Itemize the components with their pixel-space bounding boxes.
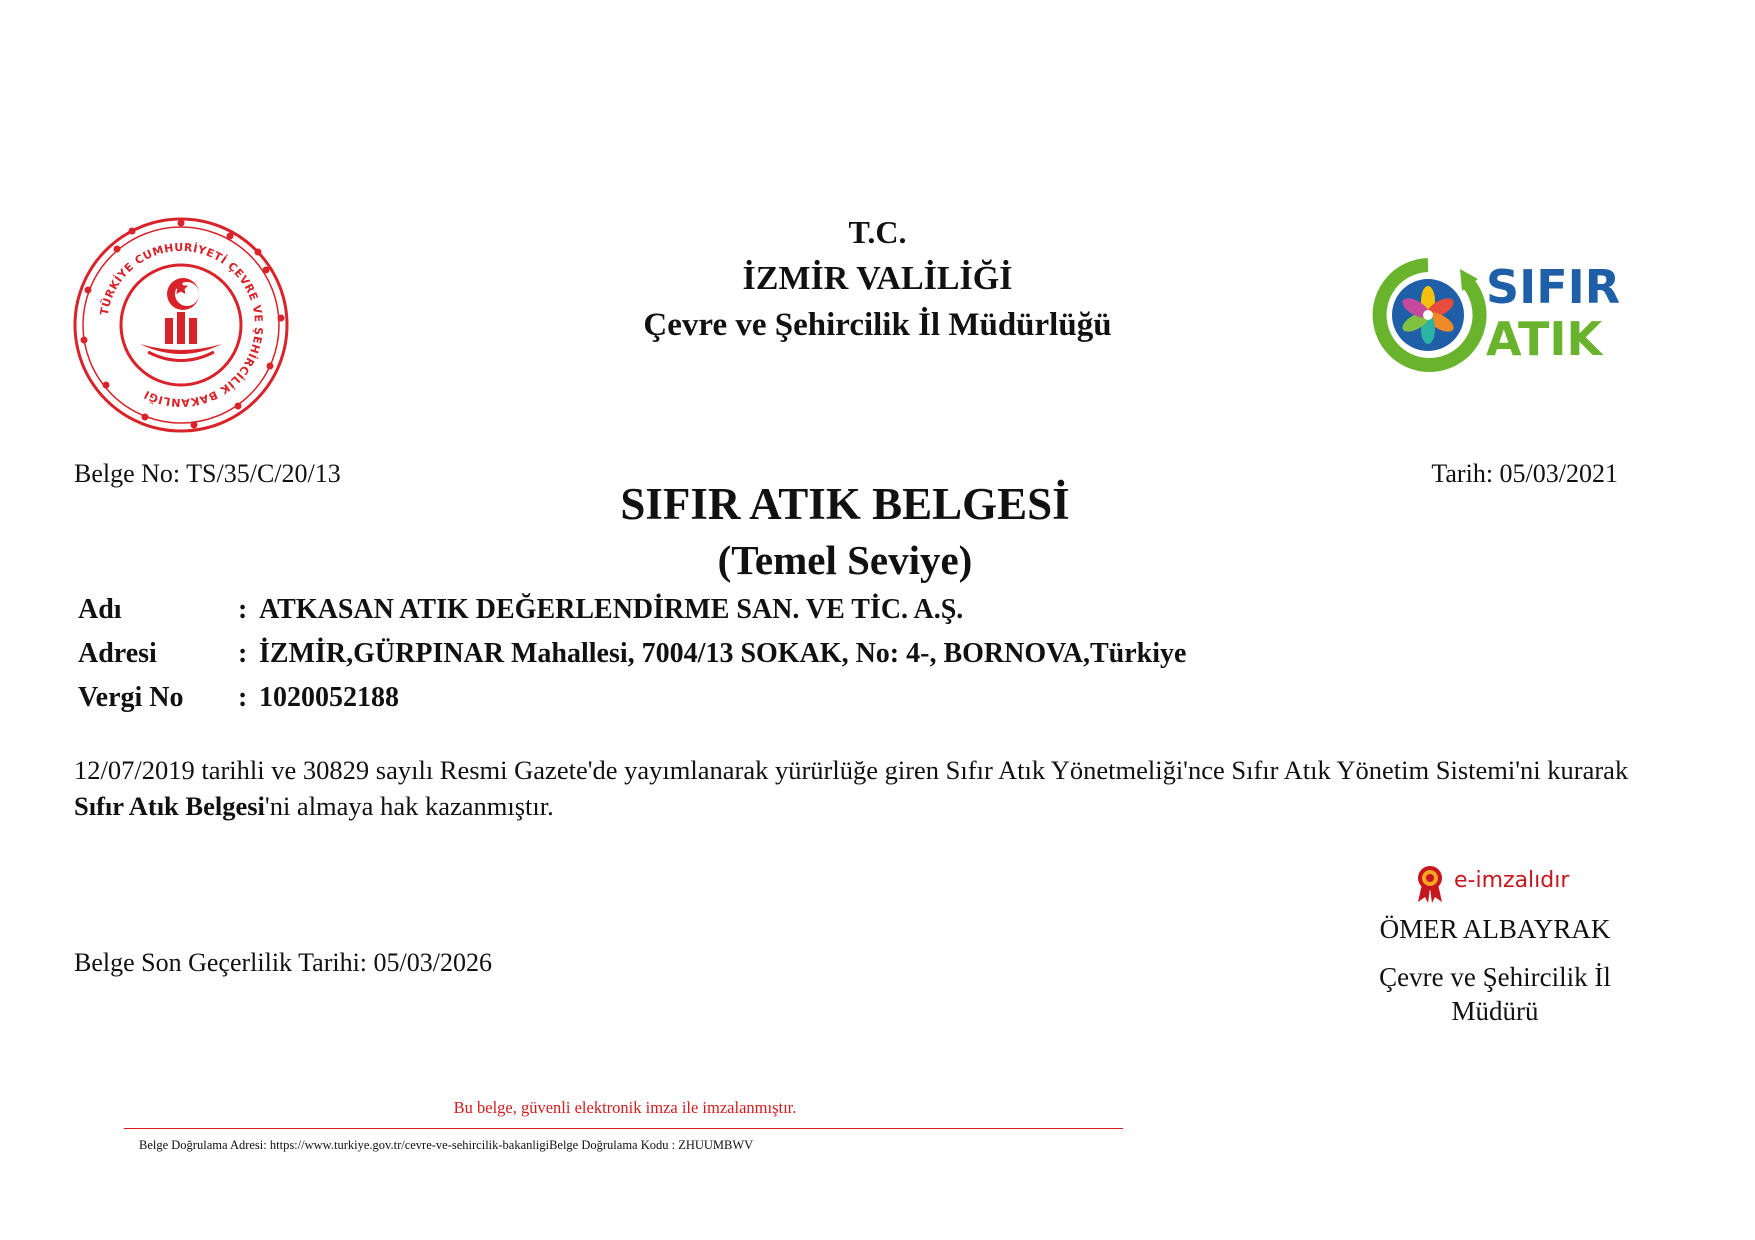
secure-signature-note: Bu belge, güvenli elektronik imza ile imzalanmıştır. [453, 1098, 797, 1117]
field-label: Vergi No [78, 682, 184, 713]
signer-title-line1: Çevre ve Şehircilik İl [1379, 962, 1611, 992]
field-value: 1020052188 [259, 682, 399, 713]
field-value: ATKASAN ATIK DEĞERLENDİRME SAN. VE TİC. A.Ş. [259, 594, 964, 625]
e-signature-badge [1412, 864, 1612, 904]
ribbon-award-icon [1412, 864, 1448, 904]
body-text-part2: 'ni almaya hak kazanmıştır. [264, 791, 554, 821]
e-signature-label: e-imzalıdır [1454, 868, 1570, 893]
expiry-date: Belge Son Geçerlilik Tarihi: 05/03/2026 [74, 948, 492, 977]
document-title: SIFIR ATIK BELGESİ [620, 479, 1070, 529]
header-tc: T.C. [848, 214, 907, 250]
signer-title-line2: Müdürü [1451, 996, 1539, 1026]
field-colon: : [238, 594, 248, 625]
verification-info: Belge Doğrulama Adresi: https://www.turkiye.gov.tr/cevre-ve-sehircilik-bakanligiBelge Doğrulama Kodu : ZHUUMBWV [139, 1138, 754, 1152]
certificate-body [74, 752, 1634, 824]
field-label: Adı [78, 594, 122, 625]
field-colon: : [238, 638, 248, 669]
document-date: Tarih: 05/03/2021 [1431, 459, 1618, 488]
document-subtitle: (Temel Seviye) [717, 537, 973, 583]
signer-name: ÖMER ALBAYRAK [1379, 914, 1611, 944]
signer-title [1355, 960, 1635, 1028]
body-text-bold: Sıfır Atık Belgesi [74, 791, 265, 821]
logo-word-atik: ATIK [1486, 312, 1603, 366]
field-value: İZMİR,GÜRPINAR Mahallesi, 7004/13 SOKAK, No: 4-, BORNOVA,Türkiye [259, 638, 1187, 669]
sifir-atik-logo [1368, 255, 1628, 375]
logo-word-sifir: SIFIR [1486, 260, 1621, 314]
header-valilik: İZMİR VALİLİĞİ [742, 260, 1013, 297]
footer-divider [124, 1128, 1123, 1129]
seal-ring-text: TÜRKİYE CUMHURİYETİ ÇEVRE VE ŞEHİRCİLİK BAKANLIĞI [97, 240, 266, 410]
sifir-atik-logo-graphic [1368, 255, 1628, 375]
field-colon: : [238, 682, 248, 713]
document-number: Belge No: TS/35/C/20/13 [74, 459, 341, 488]
body-text-part1: 12/07/2019 tarihli ve 30829 sayılı Resmi Gazete'de yayımlanarak yürürlüğe giren Sıfır Atık Yönetmeliği'nce Sıfır Atık Yönetim Sistemi'ni kurarak [74, 755, 1629, 785]
field-label: Adresi [78, 638, 157, 669]
header-mudurluk: Çevre ve Şehircilik İl Müdürlüğü [643, 307, 1112, 343]
